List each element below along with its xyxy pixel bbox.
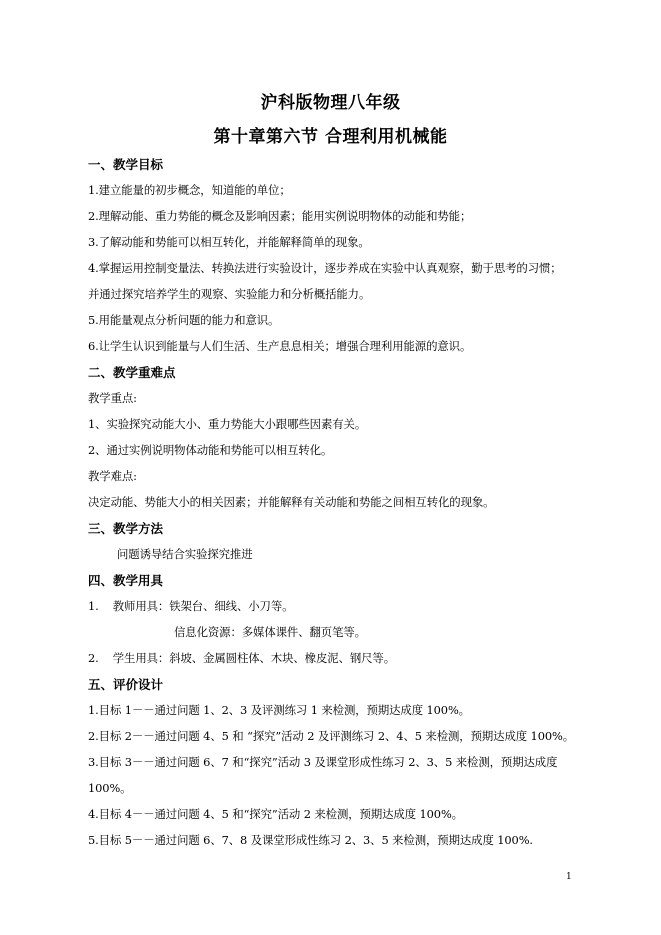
section-heading-evaluation: 五、评价设计 [88,677,164,692]
student-tools: 2. 学生用具：斜坡、金属圆柱体、木块、橡皮泥、钢尺等。 [88,651,396,665]
goal-item: 6.让学生认识到能量与人们生活、生产息息相关；增强合理利用能源的意识。 [88,339,472,353]
section-heading-key-points: 二、教学重难点 [88,365,176,380]
teacher-tools: 1. 教师用具：铁架台、细线、小刀等。 [88,599,294,613]
evaluation-item: 5.目标 5－－通过问题 6、7、8 及课堂形成性练习 2、3、5 来检测，预期达成度 100%. [88,833,533,847]
focus-item: 1、实验探究动能大小、重力势能大小跟哪些因素有关。 [88,417,367,431]
evaluation-item: 1.目标 1－－通过问题 1、2、3 及评测练习 1 来检测，预期达成度 100%。 [88,703,470,717]
section-heading-tools: 四、教学用具 [88,573,164,588]
goal-item: 1.建立能量的初步概念，知道能的单位； [88,183,291,197]
evaluation-item: 2.目标 2－－通过问题 4、5 和 “探究”活动 2 及评测练习 2、4、5 来检测，预期达成度 100%。 [88,729,575,743]
document-subtitle: 第十章第六节 合理利用机械能 [213,127,448,147]
section-heading-goals: 一、教学目标 [88,157,164,172]
goal-item: 3.了解动能和势能可以相互转化，并能解释简单的现象。 [88,235,370,249]
evaluation-item: 4.目标 4－－通过问题 4、5 和“探究”活动 2 来检测，预期达成度 100%。 [88,807,463,821]
focus-label: 教学重点: [88,391,137,405]
section-heading-method: 三、教学方法 [88,521,164,536]
document-title: 沪科版物理八年级 [260,93,401,113]
focus-item: 2、通过实例说明物体动能和势能可以相互转化。 [88,443,333,457]
info-resources: 信息化资源：多媒体课件、翻页笔等。 [174,625,366,639]
difficulty-label: 教学难点: [88,469,137,483]
goal-item: 并通过探究培养学生的观察、实验能力和分析概括能力。 [88,287,371,301]
method-text: 问题诱导结合实验探究推进 [117,547,253,561]
evaluation-item: 100%。 [88,781,132,795]
page-number: 1 [566,872,572,882]
goal-item: 2.理解动能、重力势能的概念及影响因素；能用实例说明物体的动能和势能； [88,209,472,223]
goal-item: 5.用能量观点分析问题的能力和意识。 [88,313,280,327]
goal-item: 4.掌握运用控制变量法、转换法进行实验设计，逐步养成在实验中认真观察，勤于思考的习惯； [88,261,562,275]
evaluation-item: 3.目标 3－－通过问题 6、7 和“探究”活动 3 及课堂形成性练习 2、3、5 来检测，预期达成度 [88,755,558,769]
difficulty-text: 决定动能、势能大小的相关因素；并能解释有关动能和势能之间相互转化的现象。 [88,495,495,509]
